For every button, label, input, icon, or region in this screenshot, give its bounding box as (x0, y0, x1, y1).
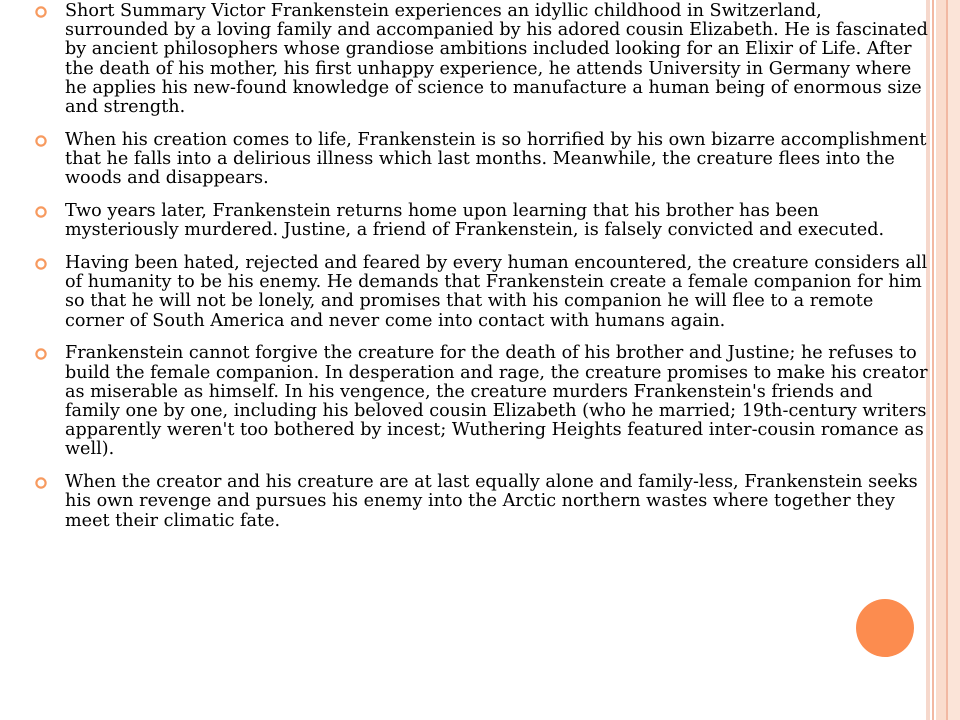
ring-bullet-icon (34, 205, 48, 219)
bullet-text: When the creator and his creature are at last equally alone and family-less, Frankenstein seeks his own revenge and pursues his enemy into the Arctic northern wastes where together they meet their climatic fate. (65, 472, 918, 531)
bullet-item (34, 131, 928, 189)
slide-body (34, 2, 928, 544)
ring-bullet-icon (34, 134, 48, 148)
ring-bullet-icon (34, 347, 48, 361)
ring-bullet-icon (34, 5, 48, 19)
bullet-item (34, 254, 928, 331)
bullet-item (34, 202, 928, 240)
bullet-item (34, 473, 928, 531)
bullet-item (34, 344, 928, 459)
ring-bullet-icon (34, 257, 48, 271)
bullet-text: Having been hated, rejected and feared by every human encountered, the creature considers all of humanity to be his enemy. He demands that Frankenstein create a female companion for him so that he will not be lonely, and promises that with his companion he will flee to a remote corner of South America and never come into contact with humans again. (65, 253, 928, 331)
right-border-line (932, 0, 934, 720)
right-border-stripe (948, 0, 960, 720)
bullet-list (34, 2, 928, 531)
bullet-item (34, 2, 928, 117)
ring-bullet-icon (34, 476, 48, 490)
bullet-text: Two years later, Frankenstein returns home upon learning that his brother has been mysteriously murdered. Justine, a friend of Frankenstein, is falsely convicted and executed. (65, 201, 885, 241)
bullet-text: When his creation comes to life, Frankenstein is so horrified by his own bizarre accomplishment that he falls into a delirious illness which last months. Meanwhile, the creature flees into the woods and disappears. (65, 129, 927, 189)
decorative-orange-circle (856, 599, 914, 657)
bullet-text: Short Summary Victor Frankenstein experiences an idyllic childhood in Switzerland, surrounded by a loving family and accompanied by his adored cousin Elizabeth. He is fascinated by ancient philosophers whose grandiose ambitions included looking for an Elixir of Life. After the death of his mother, his first unhappy experience, he attends University in Germany where he applies his new-found knowledge of science to manufacture a human being of enormous size and strength. (65, 1, 928, 118)
right-border-stripe (936, 0, 946, 720)
bullet-text: Frankenstein cannot forgive the creature for the death of his brother and Justine; he refuses to build the female companion. In desperation and rage, the creature promises to make his creator as miserable as himself. In his vengence, the creature murders Frankenstein's friends and family one by one, including his beloved cousin Elizabeth (who he married; 19th-century writers apparently weren't too bothered by incest; Wuthering Heights featured inter-cousin romance as well). (65, 343, 928, 460)
